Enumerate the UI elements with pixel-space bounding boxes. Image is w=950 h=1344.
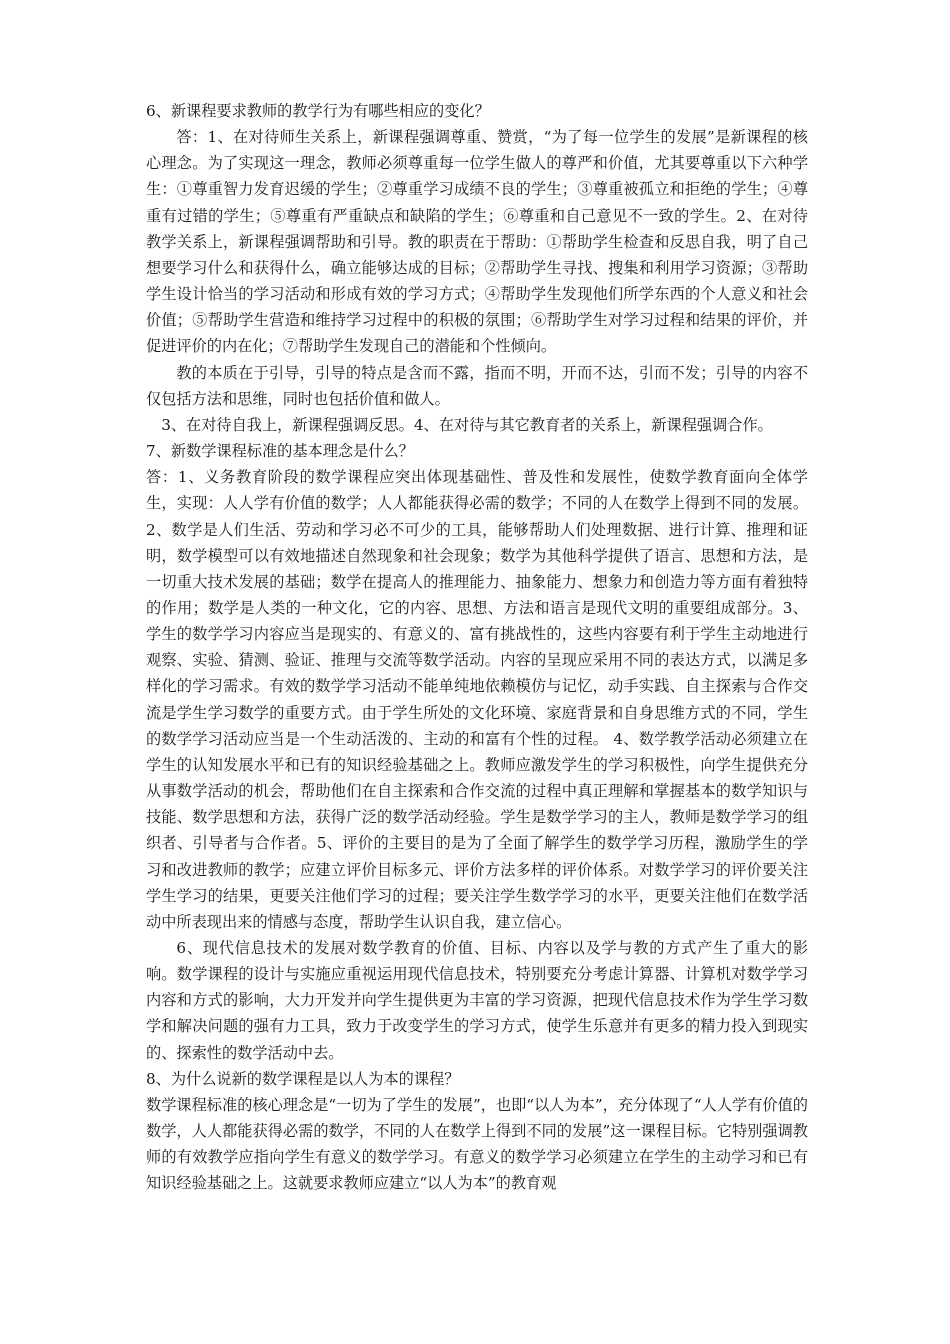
question-7-answer-paragraph-2: 6、现代信息技术的发展对数学教育的价值、目标、内容以及学与教的方式产生了重大的影响。数学课程的设计与实施应重视运用现代信息技术，特别要充分考虑计算器、计算机对数学学习内容和方式的影响，大力开发并向学生提供更为丰富的学习资源，把现代信息技术作为学生学习数学和解决问题的强有力工具，致力于改变学生的学习方式，使学生乐意并有更多的精力投入到现实的、探索性的数学活动中去。 xyxy=(146,939,808,1062)
document-page xyxy=(146,98,808,1197)
question-8-answer-paragraph-1: 数学课程标准的核心理念是“一切为了学生的发展”，也即“以人为本”，充分体现了“人人学有价值的数学，人人都能获得必需的数学，不同的人在数学上得到不同的发展”这一课程目标。它特别强调教师的有效教学应指向学生有意义的数学学习。有意义的数学学习必须建立在学生的主动学习和已有知识经验基础之上。这就要求教师应建立“以人为本”的教育观 xyxy=(146,1095,808,1193)
question-6-answer-paragraph-1: 答：1、在对待师生关系上，新课程强调尊重、赞赏，“为了每一位学生的发展”是新课程的核心理念。为了实现这一理念，教师必须尊重每一位学生做人的尊严和价值，尤其要尊重以下六种学生：①尊重智力发育迟缓的学生；②尊重学习成绩不良的学生；③尊重被孤立和拒绝的学生；④尊重有过错的学生；⑤尊重有严重缺点和缺陷的学生；⑥尊重和自己意见不一致的学生。2、在对待教学关系上，新课程强调帮助和引导。教的职责在于帮助：①帮助学生检查和反思自我，明了自己想要学习什么和获得什么，确立能够达成的目标；②帮助学生寻找、搜集和利用学习资源；③帮助学生设计恰当的学习活动和形成有效的学习方式；④帮助学生发现他们所学东西的个人意义和社会价值；⑤帮助学生营造和维持学习过程中的积极的氛围；⑥帮助学生对学习过程和结果的评价，并促进评价的内在化；⑦帮助学生发现自己的潜能和个性倾向。 xyxy=(146,128,808,356)
question-6-title: 6、新课程要求教师的教学行为有哪些相应的变化？ xyxy=(146,102,490,120)
question-6-answer-paragraph-2: 教的本质在于引导，引导的特点是含而不露，指而不明，开而不达，引而不发；引导的内容不仅包括方法和思维，同时也包括价值和做人。 xyxy=(146,363,808,408)
question-8-title: 8、为什么说新的数学课程是以人为本的课程？ xyxy=(146,1069,460,1088)
question-6-answer-paragraph-3: 3、在对待自我上，新课程强调反思。4、在对待与其它教育者的关系上，新课程强调合作。 xyxy=(161,415,773,434)
question-7-title: 7、新数学课程标准的基本理念是什么？ xyxy=(146,442,414,461)
question-7-answer-paragraph-1: 答：1、义务教育阶段的数学课程应突出体现基础性、普及性和发展性，使数学教育面向全体学生，实现：人人学有价值的数学；人人都能获得必需的数学；不同的人在数学上得到不同的发展。2、数学是人们生活、劳动和学习必不可少的工具，能够帮助人们处理数据、进行计算、推理和证明，数学模型可以有效地描述自然现象和社会现象；数学为其他科学提供了语言、思想和方法，是一切重大技术发展的基础；数学在提高人的推理能力、抽象能力、想象力和创造力等方面有着独特的作用；数学是人类的一种文化，它的内容、思想、方法和语言是现代文明的重要组成部分。3、学生的数学学习内容应当是现实的、有意义的、富有挑战性的，这些内容要有利于学生主动地进行观察、实验、猜测、验证、推理与交流等数学活动。内容的呈现应采用不同的表达方式，以满足多样化的学习需求。有效的数学学习活动不能单纯地依赖模仿与记忆，动手实践、自主探索与合作交流是学生学习数学的重要方式。由于学生所处的文化环境、家庭背景和自身思维方式的不同，学生的数学学习活动应当是一个生动活泼的、主动的和富有个性的过程。 4、数学教学活动必须建立在学生的认知发展水平和已有的知识经验基础之上。教师应激发学生的学习积极性，向学生提供充分从事数学活动的机会，帮助他们在自主探索和合作交流的过程中真正理解和掌握基本的数学知识与技能、数学思想和方法，获得广泛的数学活动经验。学生是数学学习的主人，教师是数学学习的组织者、引导者与合作者。5、评价的主要目的是为了全面了解学生的数学学习历程，激励学生的学习和改进教师的教学；应建立评价目标多元、评价方法多样的评价体系。对数学学习的评价要关注学生学习的结果，更要关注他们学习的过程；要关注学生数学学习的水平，更要关注他们在数学活动中所表现出来的情感与态度，帮助学生认识自我，建立信心。 xyxy=(146,468,808,931)
